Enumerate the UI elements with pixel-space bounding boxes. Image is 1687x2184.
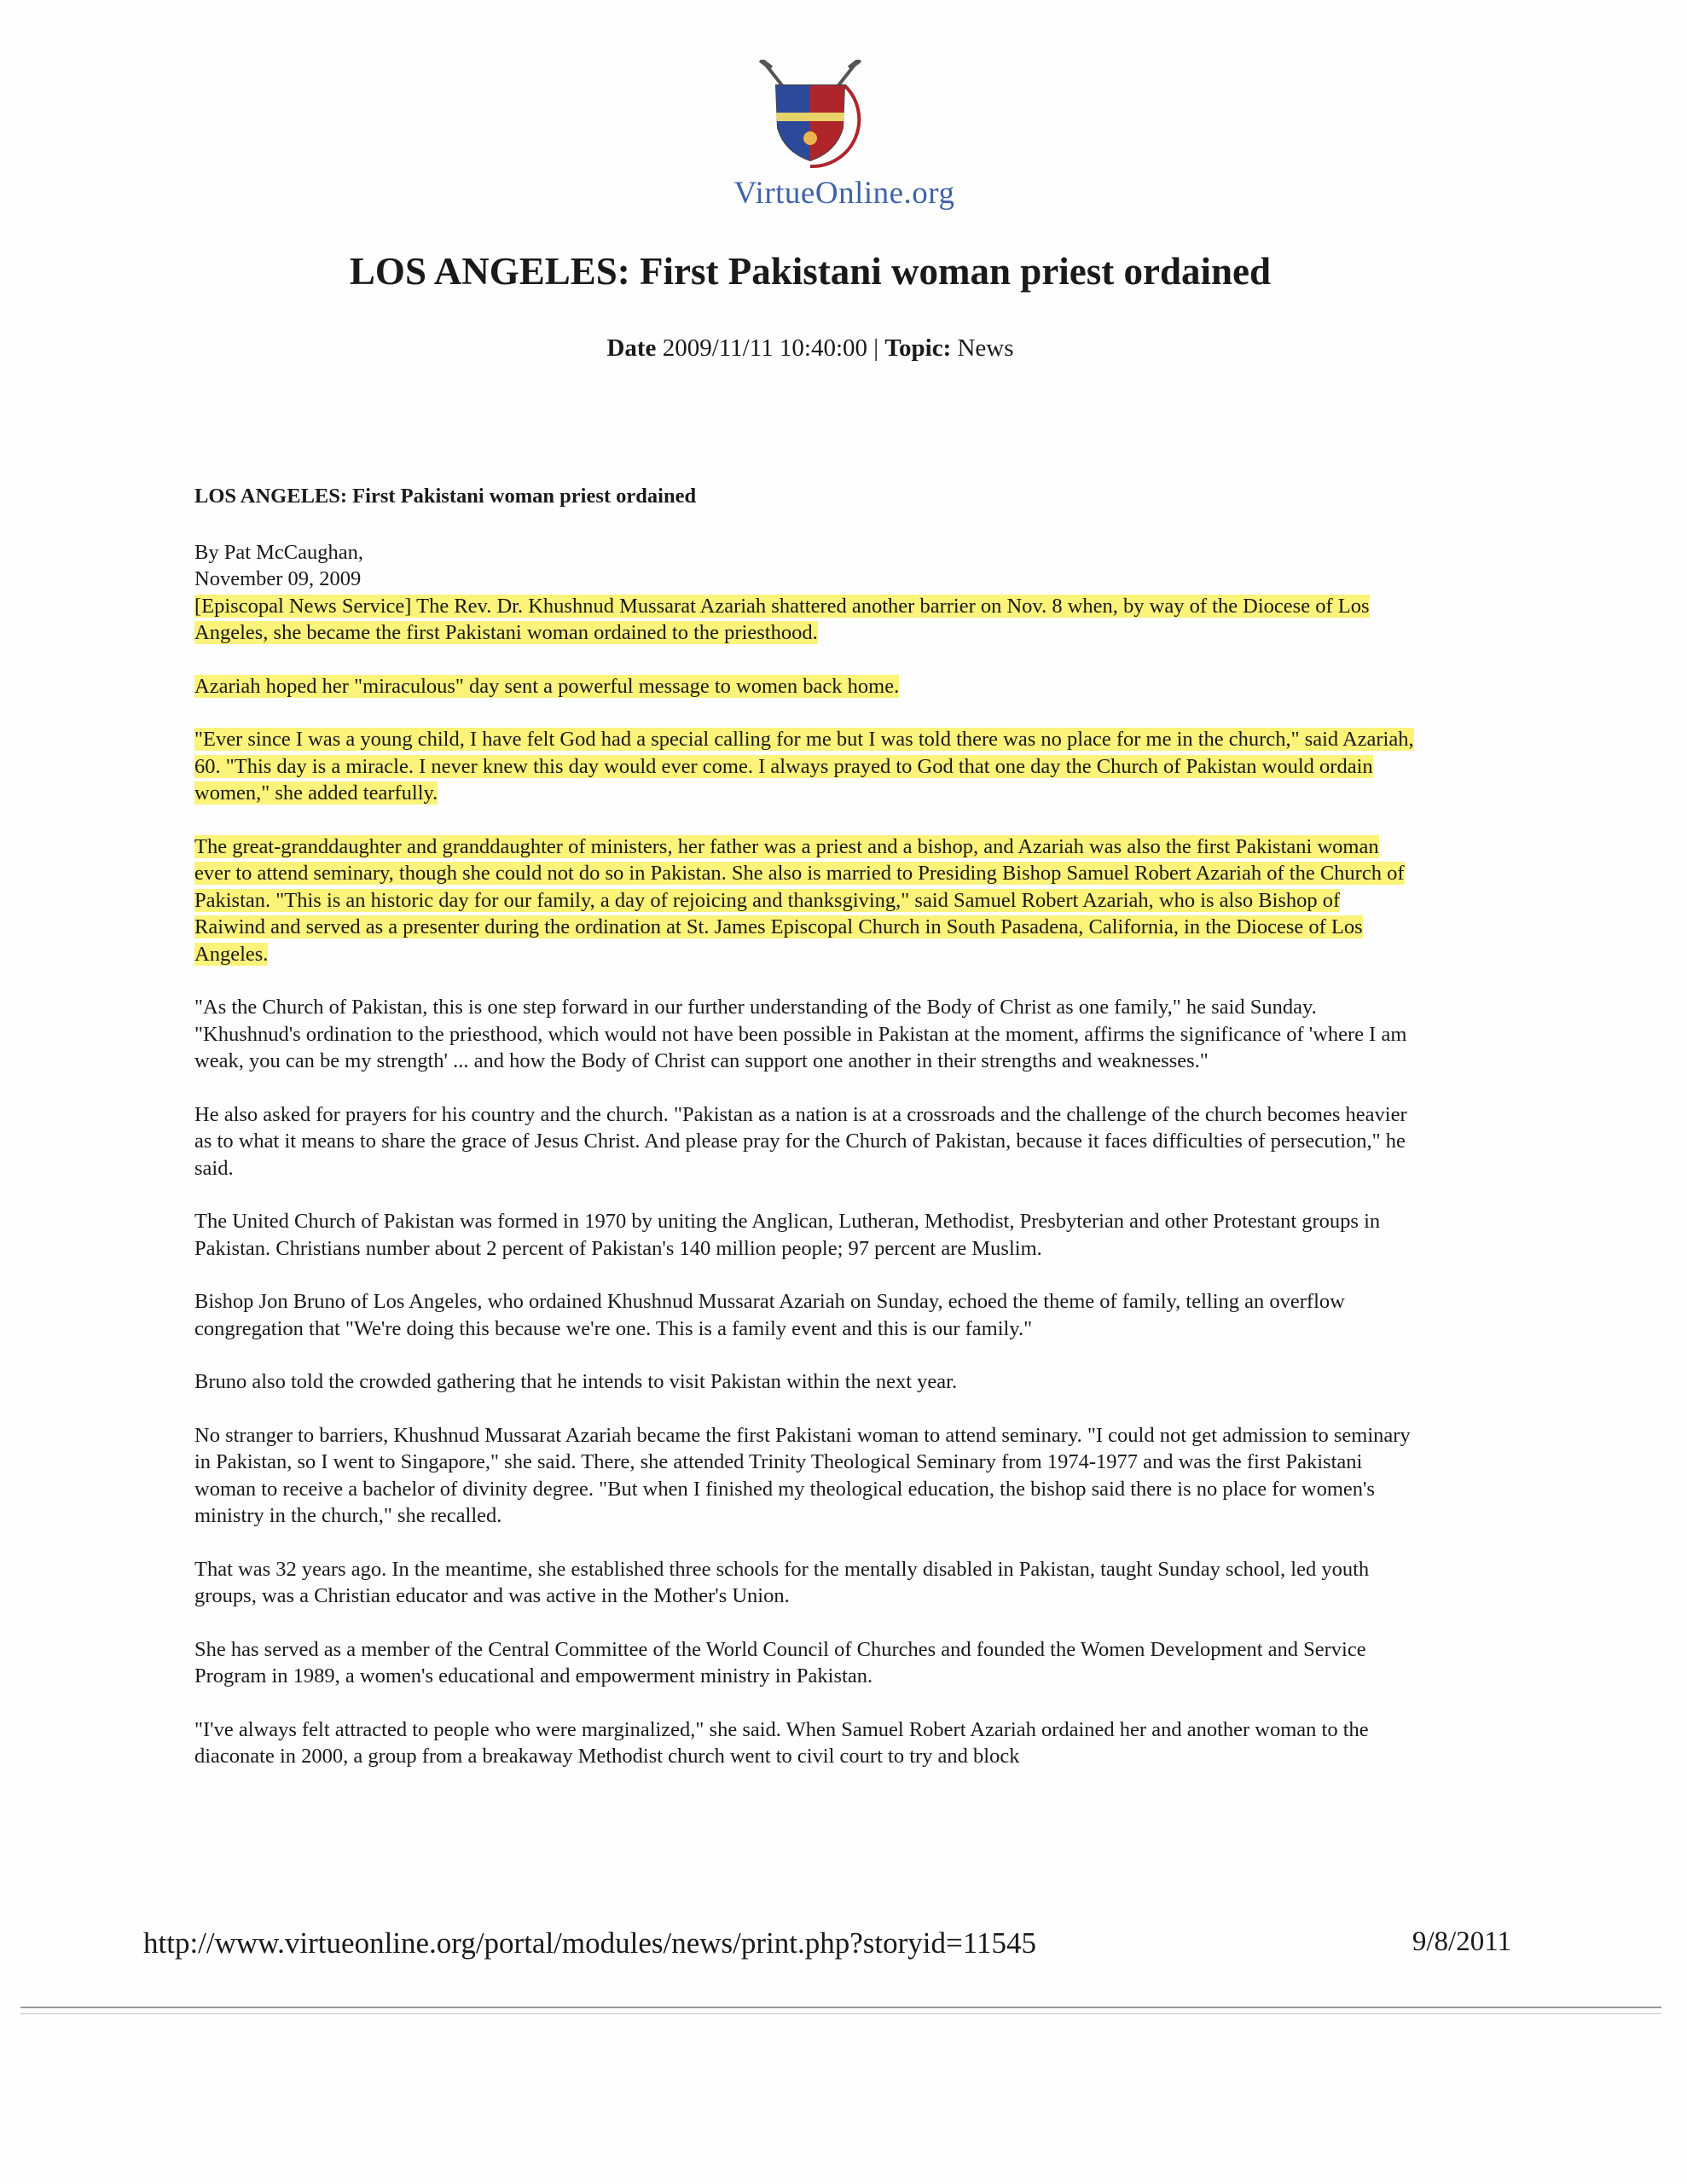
paragraph-10: No stranger to barriers, Khushnud Mussarat Azariah became the first Pakistani woman to attend seminary. "I could not get admission to seminary in Pakistan, so I went to Singapore," she said. There, she attended Trinity Theological Seminary from 1974-1977 and was the first Pakistani woman to receive a bachelor of divinity degree. "But when I finished my theological education, the bishop said there is no place for women's ministry in the church," she recalled. — [194, 1423, 1411, 1527]
date-label: Date — [606, 334, 657, 362]
paragraph-3-text: "Ever since I was a young child, I have felt God had a special calling for me but I was told there was no place for me in the church," said Azariah, 60. "This day is a miracle. I never knew this day would ever come. I always prayed to God that one day the Church of Pakistan would ordain women," she added tearfully. — [194, 728, 1414, 804]
paragraph-11: That was 32 years ago. In the meantime, she established three schools for the mentally disabled in Pakistan, taught Sunday school, led youth groups, was a Christian educator and was active in the Mother's Union. — [194, 1557, 1370, 1607]
page-title — [0, 249, 1620, 293]
crest-shield-crossed-swords-icon — [751, 60, 870, 171]
footer-url: http://www.virtueonline.org/portal/modules/news/print.php?storyid=11545 — [143, 1926, 1036, 1960]
page-divider-secondary — [20, 2013, 1661, 2014]
paragraph-4-text: The great-granddaughter and granddaughter of ministers, her father was a priest and a bishop, and Azariah was also the first Pakistani woman ever to attend seminary, though she could not do so in Pakistan. She also is married to Presiding Bishop Samuel Robert Azariah of the Church of Pakistan. "This is an historic day for our family, a day of rejoicing and thanksgiving," said Samuel Robert Azariah, who is also Bishop of Raiwind and served as a presenter during the ordination at St. James Episcopal Church in South Pasadena, California, in the Diocese of Los Angeles. — [194, 834, 1405, 966]
paragraph-4 — [194, 834, 1414, 968]
paragraph-8: Bishop Jon Bruno of Los Angeles, who ordained Khushnud Mussarat Azariah on Sunday, echoed the theme of family, telling an overflow congregation that "We're doing this because we're one. This is a family event and this is our family." — [194, 1290, 1345, 1340]
paragraph-2-text: Azariah hoped her "miraculous" day sent a powerful message to women back home. — [194, 674, 900, 698]
paragraph-3 — [194, 726, 1414, 807]
paragraph-7: The United Church of Pakistan was formed in 1970 by uniting the Anglican, Lutheran, Methodist, Presbyterian and other Protestant groups in Pakistan. Christians number about 2 percent of Pakistan's 140 million people; 97 percent are Muslim. — [194, 1210, 1381, 1260]
paragraph-1 — [194, 593, 1414, 647]
article-meta — [0, 334, 1620, 363]
paragraph-13: "I've always felt attracted to people who were marginalized," she said. When Samuel Robert Azariah ordained her and another woman to the diaconate in 2000, a group from a breakaway Methodist church went to civil court to try and block — [194, 1717, 1369, 1768]
paragraph-6: He also asked for prayers for his country and the church. "Pakistan as a nation is at a crossroads and the challenge of the church becomes heavier as to what it means to share the grace of Jesus Christ. And please pray for the Church of Pakistan, because it faces difficulties of persecution," he said. — [194, 1102, 1407, 1180]
footer-printed-date: 9/8/2011 — [1412, 1926, 1511, 1957]
byline: By Pat McCaughan, — [194, 540, 364, 564]
topic-label: Topic: — [884, 334, 952, 362]
topic-value: News — [957, 334, 1014, 362]
dateline: November 09, 2009 — [194, 567, 362, 590]
paragraph-12: She has served as a member of the Central Committee of the World Council of Churches and founded the Women Development and Service Program in 1989, a women's educational and empowerment ministry in Pakistan. — [194, 1637, 1366, 1687]
paragraph-2 — [194, 673, 1414, 700]
paragraph-5: "As the Church of Pakistan, this is one step forward in our further understanding of the Body of Christ as one family," he said Sunday. "Khushnud's ordination to the priesthood, which would not have been possible in Pakistan at the moment, affirms the significance of 'where I am weak, you can be my strength' ... and how the Body of Christ can support one another in their strengths and weaknesses." — [194, 996, 1407, 1072]
date-value: 2009/11/11 10:40:00 — [662, 334, 868, 362]
site-name: VirtueOnline.org — [733, 176, 955, 211]
page-title-text: LOS ANGELES: First Pakistani woman priest ordained — [349, 250, 1272, 293]
article-heading: LOS ANGELES: First Pakistani woman priest ordained — [194, 485, 697, 508]
page-divider — [20, 2007, 1661, 2008]
meta-separator: | — [873, 334, 879, 362]
paragraph-9: Bruno also told the crowded gathering that he intends to visit Pakistan within the next year. — [194, 1370, 958, 1393]
paragraph-1-text: [Episcopal News Service] The Rev. Dr. Khushnud Mussarat Azariah shattered another barrier on Nov. 8 when, by way of the Diocese of Los Angeles, she became the first Pakistani woman ordained to the priesthood. — [194, 594, 1370, 644]
article-body — [194, 483, 1414, 1797]
